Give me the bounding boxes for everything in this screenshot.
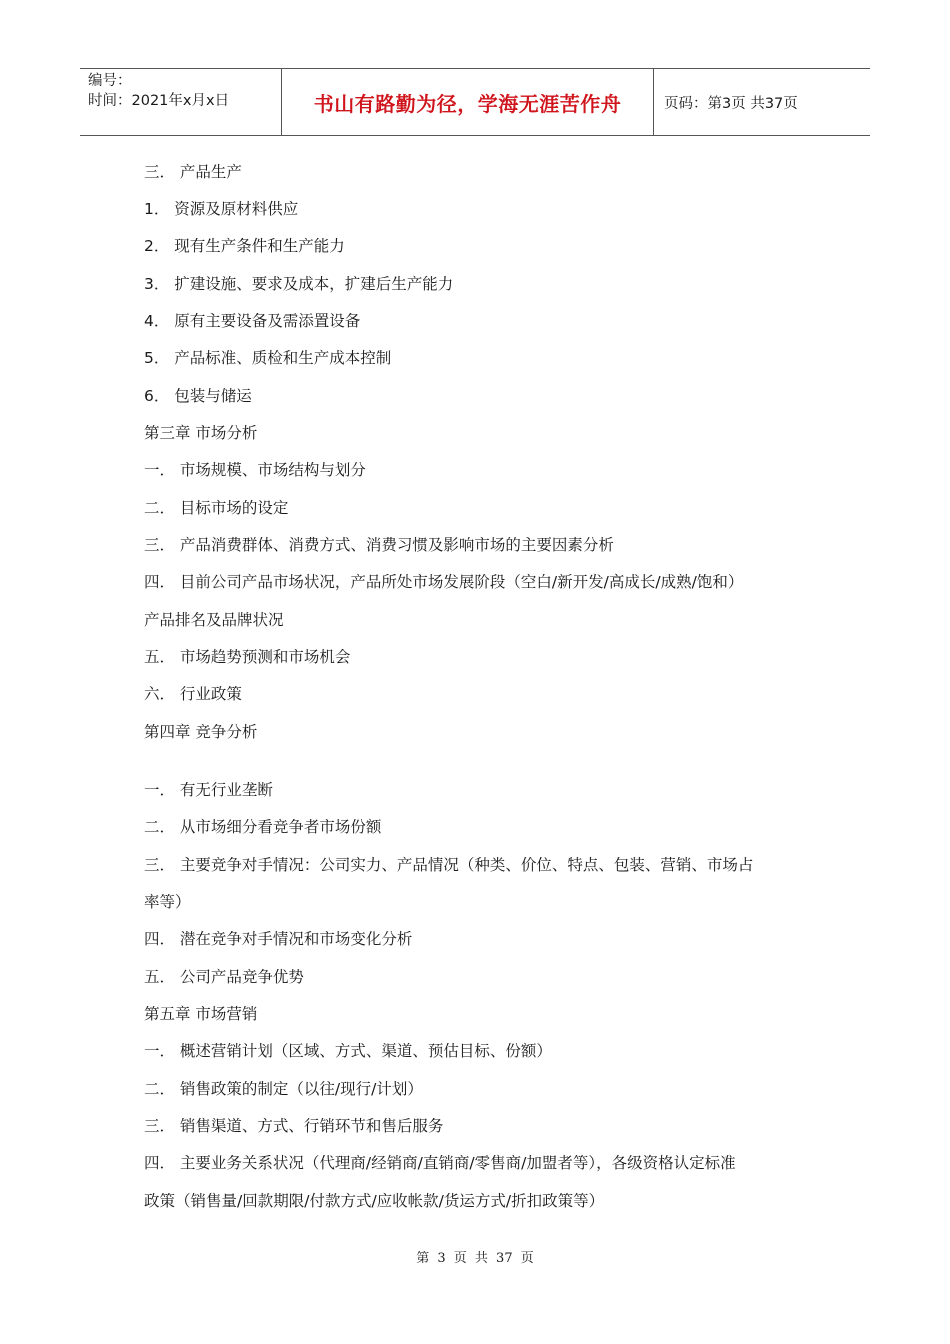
list-item: 4． 原有主要设备及需添置设备: [144, 312, 361, 330]
list-item: 一． 市场规模、市场结构与划分: [144, 461, 366, 479]
page-header: [80, 68, 870, 136]
list-item-continuation: 政策（销售量/回款期限/付款方式/应收帐款/货运方式/折扣政策等）: [144, 1192, 605, 1210]
list-item: 3． 扩建设施、要求及成本，扩建后生产能力: [144, 275, 454, 293]
list-item: 1． 资源及原材料供应: [144, 200, 299, 218]
list-item: 三． 销售渠道、方式、行销环节和售后服务: [144, 1117, 444, 1135]
list-item: 一． 有无行业垄断: [144, 781, 273, 799]
list-item: 5． 产品标准、质检和生产成本控制: [144, 349, 392, 367]
list-item: 四． 潜在竞争对手情况和市场变化分析: [144, 930, 413, 948]
document-date: 时间：2021年x月x日: [88, 93, 230, 109]
chapter-heading: 第五章 市场营销: [144, 1005, 258, 1023]
header-meta: [80, 69, 281, 135]
list-item: 三． 主要竞争对手情况：公司实力、产品情况（种类、价位、特点、包装、营销、市场占: [144, 856, 754, 874]
list-item-continuation: 率等）: [144, 893, 191, 911]
list-item: 四． 主要业务关系状况（代理商/经销商/直销商/零售商/加盟者等），各级资格认定标准: [144, 1154, 736, 1172]
page-footer: 第 3 页 共 37 页: [416, 1251, 534, 1266]
list-item: 六． 行业政策: [144, 685, 242, 703]
header-page-info: 页码：第3页 共37页: [664, 95, 798, 112]
list-item: 四． 目前公司产品市场状况，产品所处市场发展阶段（空白/新开发/高成长/成熟/饱和）: [144, 573, 744, 591]
list-item: 五． 市场趋势预测和市场机会: [144, 648, 351, 666]
list-item: 6． 包装与储运: [144, 387, 252, 405]
list-item: 五． 公司产品竞争优势: [144, 968, 304, 986]
list-item-continuation: 产品排名及品牌状况: [144, 611, 284, 629]
section-heading: 三． 产品生产: [144, 163, 242, 181]
list-item: 三． 产品消费群体、消费方式、消费习惯及影响市场的主要因素分析: [144, 536, 614, 554]
chapter-heading: 第三章 市场分析: [144, 424, 258, 442]
list-item: 一． 概述营销计划（区域、方式、渠道、预估目标、份额）: [144, 1042, 552, 1060]
list-item: 2． 现有生产条件和生产能力: [144, 237, 345, 255]
document-number: 编号：: [88, 73, 132, 89]
list-item: 二． 目标市场的设定: [144, 499, 289, 517]
list-item: 二． 销售政策的制定（以往/现行/计划）: [144, 1080, 423, 1098]
list-item: 二． 从市场细分看竞争者市场份额: [144, 818, 382, 836]
chapter-heading: 第四章 竞争分析: [144, 723, 258, 741]
header-motto: 书山有路勤为径，学海无涯苦作舟: [281, 69, 654, 135]
